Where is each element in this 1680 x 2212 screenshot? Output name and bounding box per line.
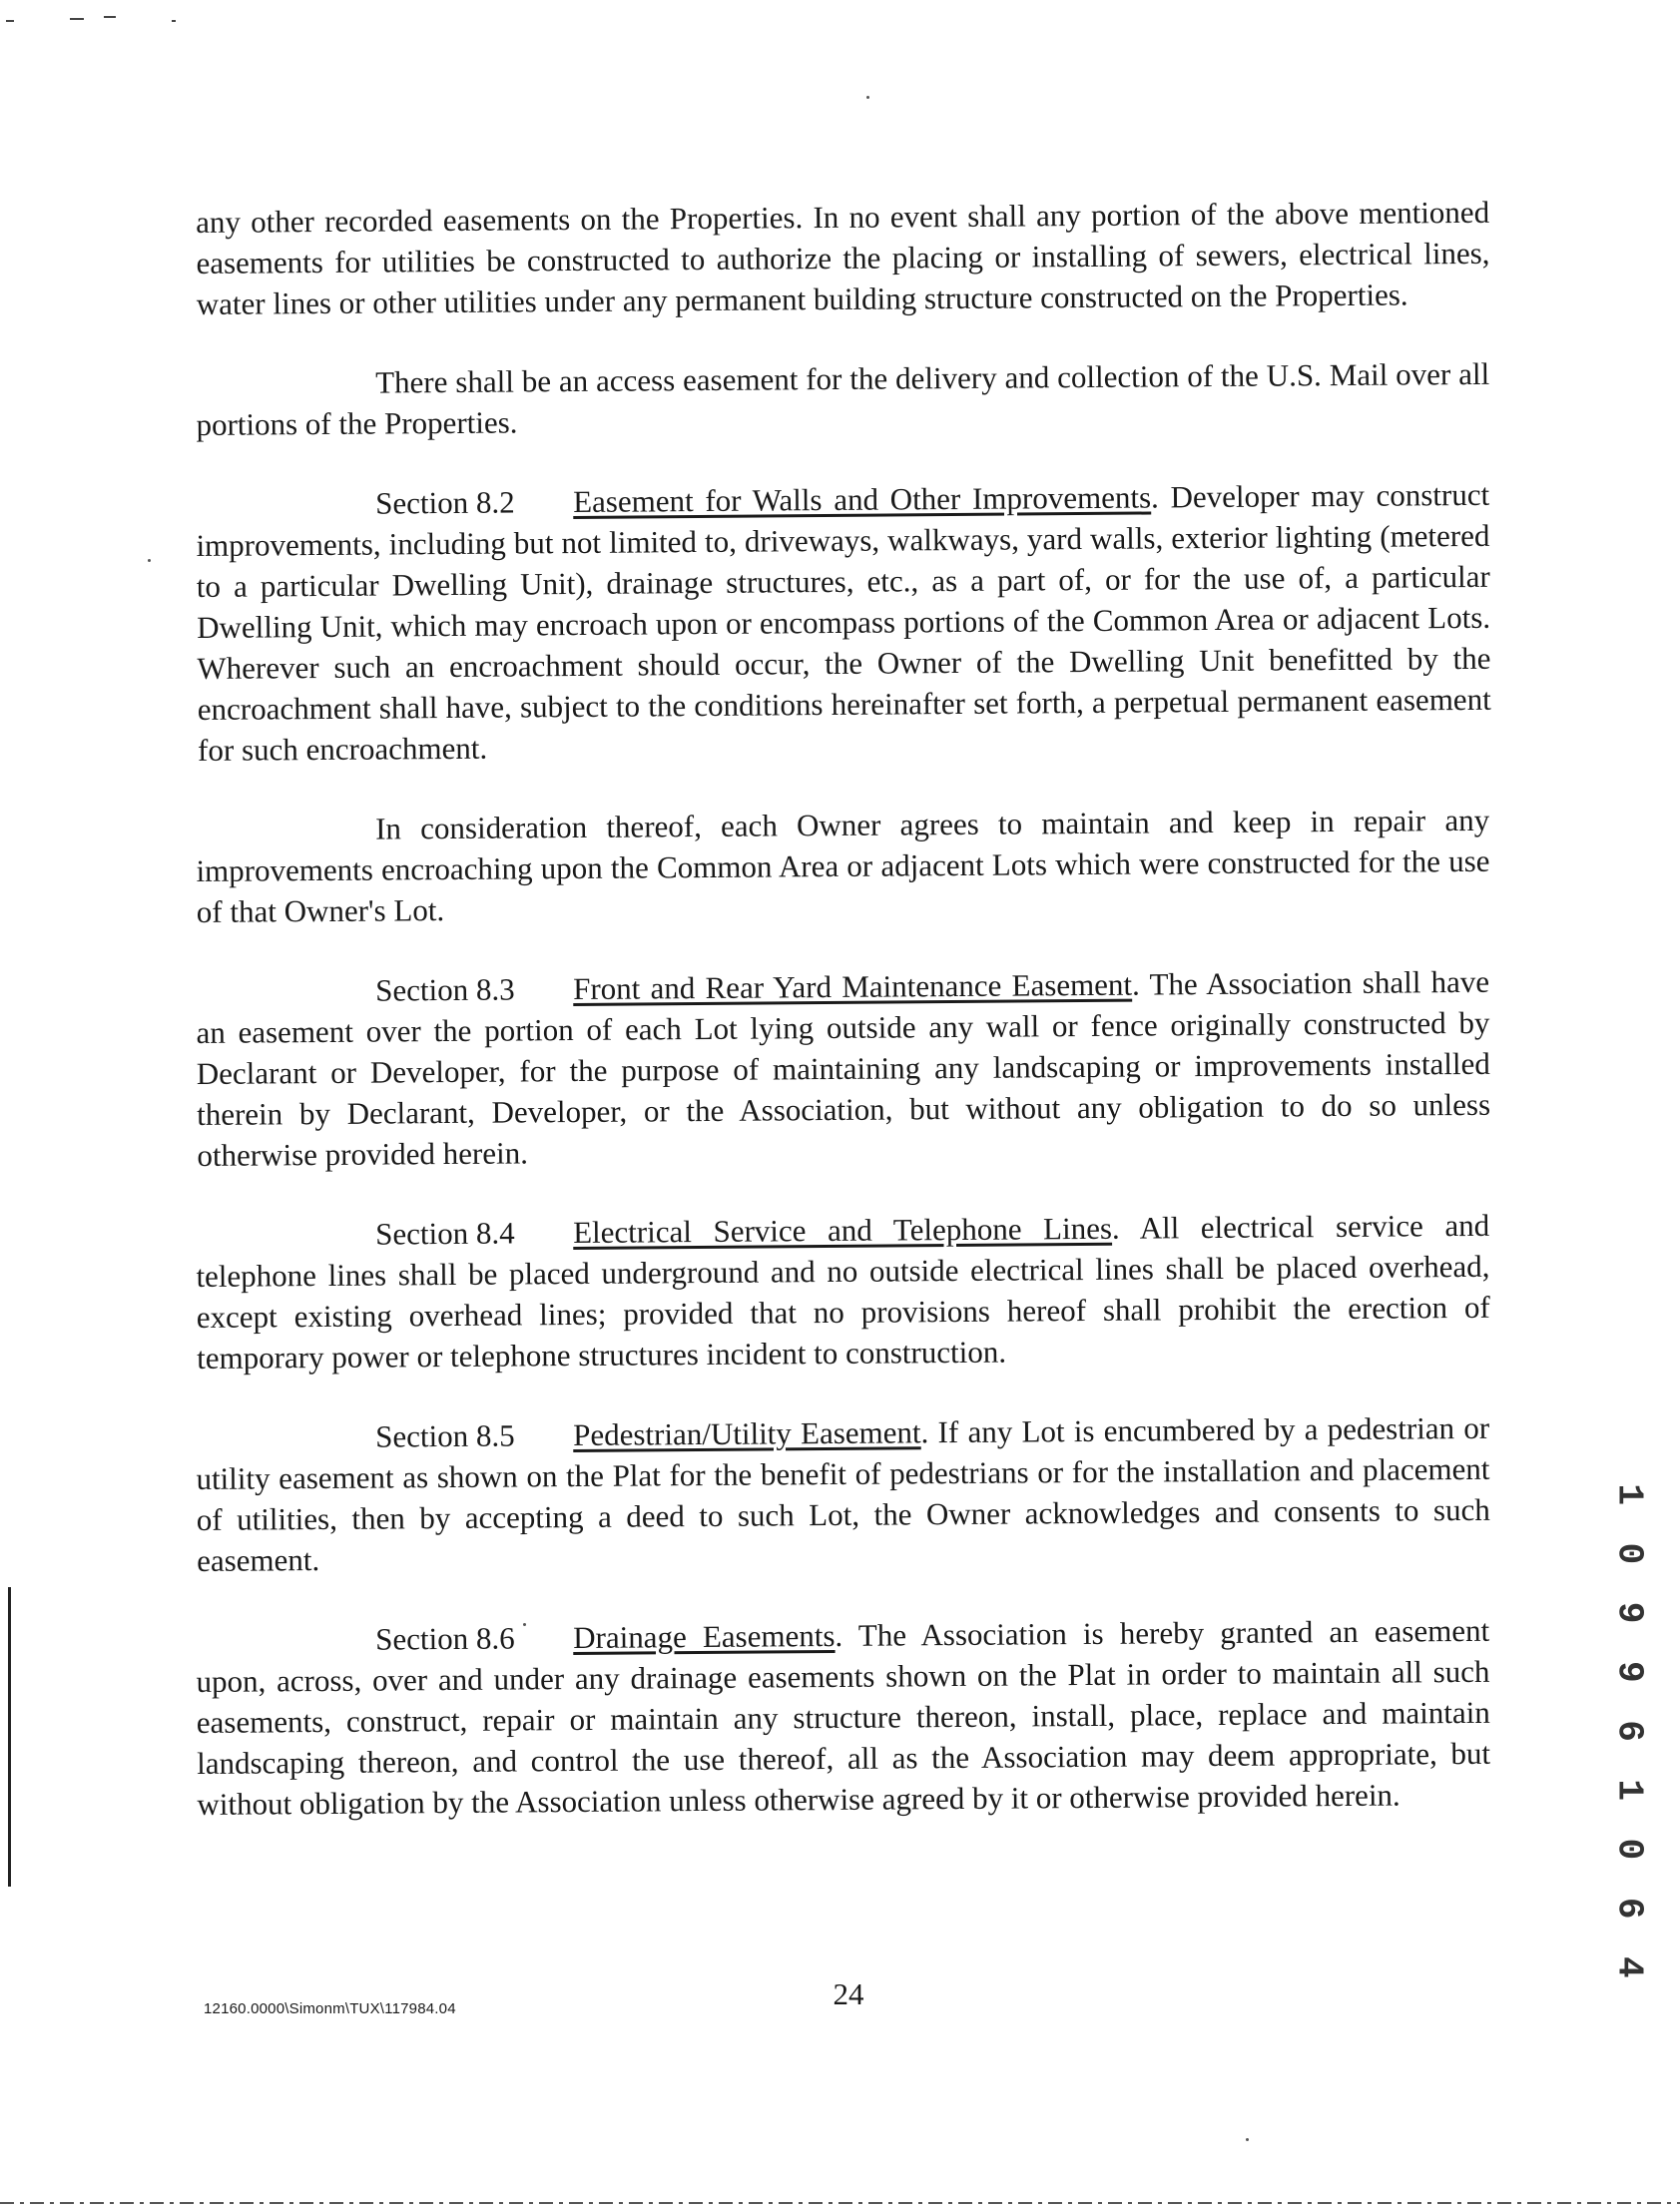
scan-bottom-edge [0, 2200, 1680, 2206]
section-text: . If any Lot is encumbered by a pedestrian or utility easement as shown on the Plat for the benefit of pedestrians or for the installation and placement of utilities, then by accepting a deed to such Lot, the Owner acknowledges and consents to such easement. [196, 1409, 1490, 1578]
section-8-4 [196, 1205, 1490, 1379]
paragraph-easements-continued [196, 192, 1490, 324]
scan-dot [148, 559, 151, 562]
scan-dot [866, 96, 869, 99]
scan-dot [1246, 2138, 1249, 2141]
section-title: Front and Rear Yard Maintenance Easement [573, 966, 1133, 1007]
section-text: . Developer may construct improvements, including but not limited to, driveways, walkways, yard walls, exterior lighting (metered to a particular Dwelling Unit), drainage structures, etc., as a part of, or for the use of, a particular Dwelling Unit, which may encroach upon or encompass portions of the Common Area or adjacent Lots. Wherever such an encroachment should occur, the Owner of the Dwelling Unit benefitted by the encroachment shall have, subject to the conditions hereinafter set forth, a perpetual permanent easement for such encroachment. [196, 476, 1491, 768]
section-number: Section 8.6 [375, 1620, 515, 1657]
paragraph-text: any other recorded easements on the Properties. In no event shall any portion of the above mentioned easements for utilities be constructed to authorize the placing or installing of sewers, electrical lines, water lines or other utilities under any permanent building structure constructed on the Properties. [196, 194, 1490, 321]
paragraph-mail-easement [196, 353, 1490, 445]
section-title: Easement for Walls and Other Improvements [573, 479, 1152, 520]
section-number: Section 8.3 [375, 971, 515, 1008]
document-id: 12160.0000\Simonm\TUX\117984.04 [204, 2000, 456, 2017]
paragraph-text: There shall be an access easement for the delivery and collection of the U.S. Mail over all portions of the Properties. [196, 355, 1490, 442]
document-body [196, 194, 1491, 1864]
recording-stamp [1608, 1483, 1650, 1986]
section-8-6 [196, 1610, 1491, 1825]
section-title: Electrical Service and Telephone Lines [573, 1210, 1113, 1251]
section-8-3 [196, 961, 1491, 1176]
section-number: Section 8.2 [375, 484, 515, 521]
scan-edge-bar [8, 1587, 11, 1887]
page-number: 24 [833, 1976, 864, 2011]
scan-mark [6, 20, 14, 22]
section-8-5 [196, 1407, 1490, 1581]
section-title: Pedestrian/Utility Easement [573, 1414, 921, 1453]
section-text: . The Association shall have an easement over the portion of each Lot lying outside any wall or fence originally constructed by Declarant or Developer, for the purpose of maintaining any landscaping or improvements installed therein by Declarant, Developer, or the Association, but without any obligation to do so unless otherwise provided herein. [196, 963, 1491, 1173]
section-number: Section 8.4 [375, 1215, 515, 1252]
section-number: Section 8.5 [375, 1417, 515, 1454]
recording-stamp-text: 1 0 9 9 6 1 0 6 4 [1608, 1483, 1650, 1986]
section-text: . The Association is hereby granted an easement upon, across, over and under any drainage easements shown on the Plat in order to maintain all such easements, construct, repair or maintain any structure thereon, install, place, replace and maintain landscaping thereon, and control the use thereof, all as the Association may deem appropriate, but without obligation by the Association unless otherwise agreed by it or otherwise provided herein. [196, 1612, 1491, 1822]
section-text: . All electrical service and telephone lines shall be placed underground and no outside electrical lines shall be placed overhead, except existing overhead lines; provided that no provisions hereof shall prohibit the erection of temporary power or telephone structures incident to construction. [196, 1207, 1490, 1376]
scan-mark [104, 16, 116, 18]
paragraph-consideration [196, 800, 1490, 932]
scan-mark [70, 18, 84, 20]
section-title: Drainage Easements [573, 1617, 836, 1656]
section-8-2 [196, 474, 1491, 771]
scan-mark [172, 20, 176, 22]
paragraph-text: In consideration thereof, each Owner agrees to maintain and keep in repair any improvements encroaching upon the Common Area or adjacent Lots which were constructed for the use of that Owner's Lot. [196, 802, 1490, 929]
